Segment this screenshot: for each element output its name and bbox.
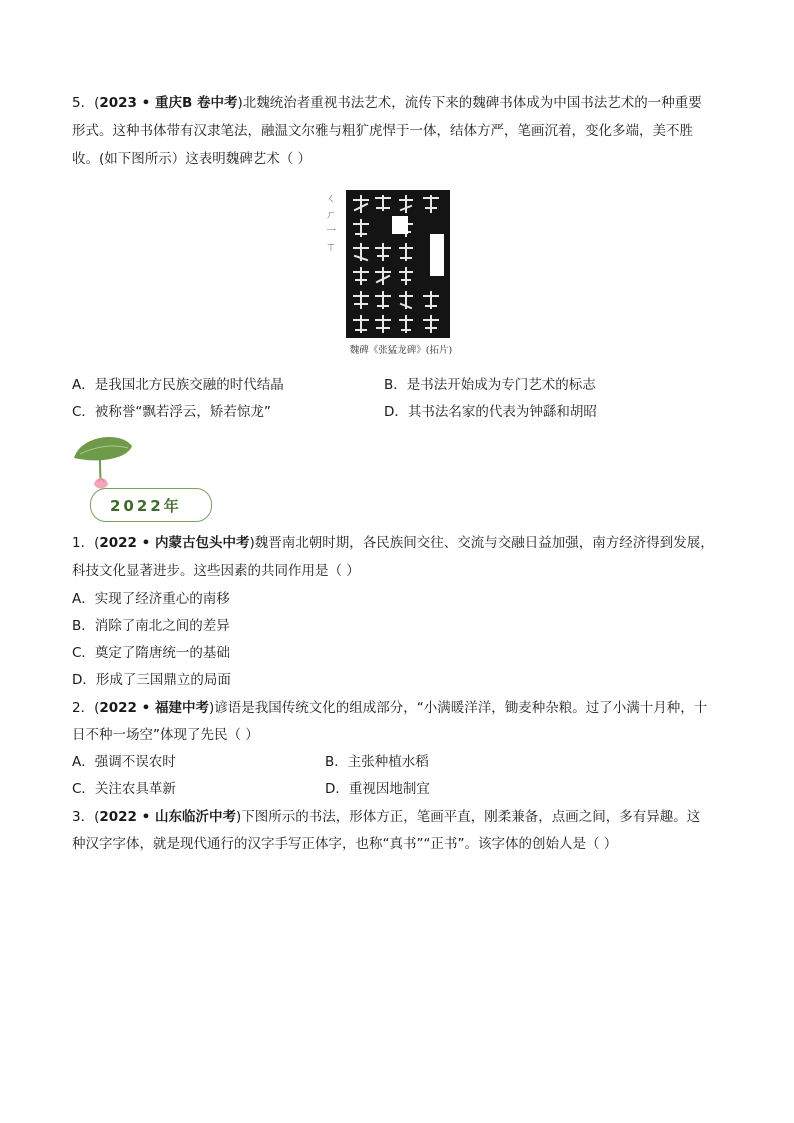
q2022-2-option-b: B．主张种植水稻 xyxy=(325,754,429,770)
stele-rubbing-image xyxy=(346,190,450,338)
q2022-1-option-c: C．奠定了隋唐统一的基础 xyxy=(72,645,230,661)
q2022-1-option-b: B．消除了南北之间的差异 xyxy=(72,618,230,634)
q2022-2-line-2: 日不种一场空”体现了先民（ ） xyxy=(72,727,259,743)
question-source: 2023 • 重庆B 卷中考 xyxy=(99,95,238,111)
q2022-1-option-a: A．实现了经济重心的南移 xyxy=(72,591,230,607)
q2022-2-option-c: C．关注农具革新 xyxy=(72,781,176,797)
q2023-5-option-a: A．是我国北方民族交融的时代结晶 xyxy=(72,377,284,393)
question-source: 2022 • 福建中考 xyxy=(99,700,209,716)
q2022-1-line-2: 科技文化显著进步。这些因素的共同作用是（ ） xyxy=(72,563,360,579)
q2022-3-line-1: 3．(2022 • 山东临沂中考)下图所示的书法，形体方正，笔画平直，刚柔兼备，点画之间，多有异趣。这 xyxy=(72,809,701,825)
year-label: 2022年 xyxy=(110,497,182,515)
q2022-3-line-2: 种汉字字体，就是现代通行的汉字手写正体字，也称“真书”“正书”。该字体的创始人是（ ） xyxy=(72,836,618,852)
question-source: 2022 • 内蒙古包头中考 xyxy=(99,535,250,551)
q2023-5-option-b: B．是书法开始成为专门艺术的标志 xyxy=(384,377,596,393)
question-source: 2022 • 山东临沂中考 xyxy=(99,809,236,825)
q2023-5-line-2: 形式。这种书体带有汉隶笔法，融温文尔雅与粗犷虎悍于一体，结体方严，笔画沉着，变化多端，美不胜 xyxy=(72,123,693,139)
q2022-1-line-1: 1．(2022 • 内蒙古包头中考)魏晋南北朝时期，各民族间交往、交流与交融日益加强，南方经济得到发展， xyxy=(72,535,714,551)
q2022-2-line-1: 2．(2022 • 福建中考)谚语是我国传统文化的组成部分，“小满暖洋洋，锄麦种杂粮。过了小满十月种，十 xyxy=(72,700,708,716)
q2023-5-option-d: D．其书法名家的代表为钟繇和胡昭 xyxy=(384,404,597,420)
q2022-2-option-a: A．强调不误农时 xyxy=(72,754,176,770)
stele-rubbing-figure xyxy=(326,186,476,362)
figure-caption: 魏碑《张猛龙碑》(拓片) xyxy=(349,345,453,356)
rubbing-calligraphy-graphic xyxy=(346,190,450,338)
q2023-5-line-3: 收。(如下图所示）这表明魏碑艺术（ ） xyxy=(72,151,312,167)
q2022-2-option-d: D．重视因地制宜 xyxy=(325,781,430,797)
q2023-5-option-c: C．被称誉“飘若浮云，矫若惊龙” xyxy=(72,404,271,420)
year-section-badge xyxy=(70,432,220,528)
rubbing-side-marks: ㄑ ㄏ 一 ㄒ xyxy=(326,194,336,253)
q2023-5-line-1: 5．(2023 • 重庆B 卷中考)北魏统治者重视书法艺术，流传下来的魏碑书体成为中国书法艺术的一种重要 xyxy=(72,95,702,111)
q2022-1-option-d: D．形成了三国鼎立的局面 xyxy=(72,672,231,688)
